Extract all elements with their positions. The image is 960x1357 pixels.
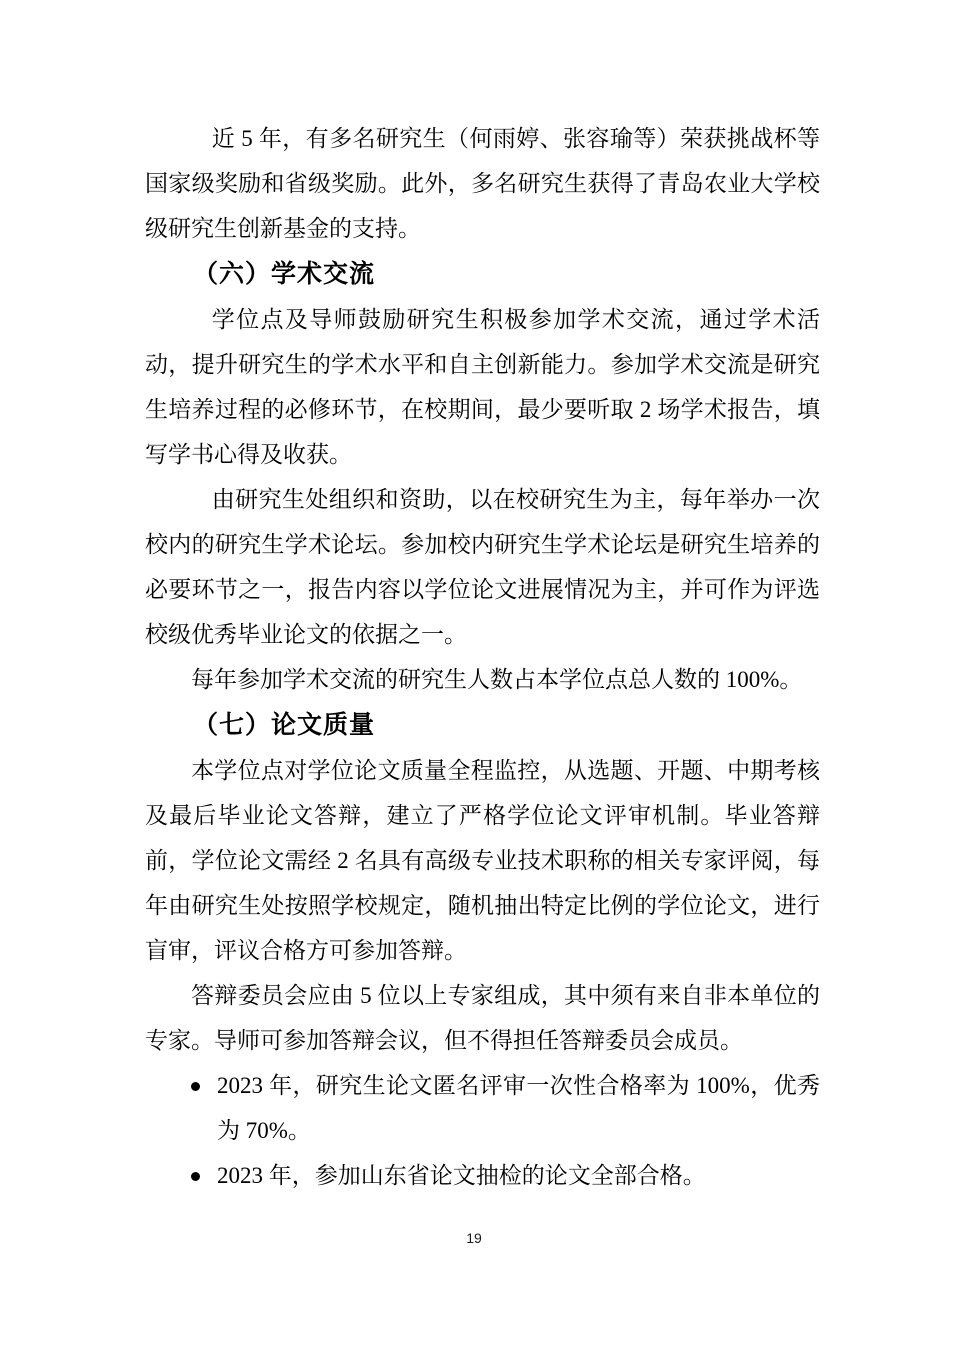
bullet-icon — [191, 1082, 200, 1091]
section-heading-academic-exchange: （六）学术交流 — [193, 260, 376, 288]
paragraph-exchange-intro: 学位点及导师鼓励研究生积极参加学术交流，通过学术活动，提升研究生的学术水平和自主创新能力。参加学术交流是研究生培养过程的必修环节，在校期间，最少要听取 2 场学术报告，填写学书心得及收获。 — [145, 307, 820, 467]
paragraph-awards: 近 5 年，有多名研究生（何雨婷、张容瑜等）荣获挑战杯等国家级奖励和省级奖励。此外，多名研究生获得了青岛农业大学校级研究生创新基金的支持。 — [145, 126, 820, 241]
document-body — [145, 116, 820, 1198]
section-heading-thesis-quality: （七）论文质量 — [193, 711, 376, 739]
paragraph-forum: 由研究生处组织和资助，以在校研究生为主，每年举办一次校内的研究生学术论坛。参加校内研究生学术论坛是研究生培养的必要环节之一，报告内容以学位论文进展情况为主，并可作为评选校级优秀毕业论文的依据之一。 — [145, 487, 820, 647]
bullet-text: 2023 年，研究生论文匿名评审一次性合格率为 100%，优秀为 70%。 — [217, 1073, 820, 1143]
bullet-list — [145, 1063, 820, 1198]
bullet-icon — [191, 1172, 200, 1181]
paragraph-quality-control: 本学位点对学位论文质量全程监控，从选题、开题、中期考核及最后毕业论文答辩，建立了严格学位论文评审机制。毕业答辩前，学位论文需经 2 名具有高级专业技术职称的相关专家评阅，每年由研究生处按照学校规定，随机抽出特定比例的学位论文，进行盲审，评议合格方可参加答辩。 — [145, 758, 820, 963]
bullet-text: 2023 年，参加山东省论文抽检的论文全部合格。 — [217, 1163, 706, 1188]
paragraph-defense-committee: 答辩委员会应由 5 位以上专家组成，其中须有来自非本单位的专家。导师可参加答辩会议，但不得担任答辩委员会成员。 — [145, 983, 820, 1053]
paragraph-participation-rate: 每年参加学术交流的研究生人数占本学位点总人数的 100%。 — [191, 667, 803, 692]
bullet-item — [145, 1153, 820, 1198]
page-number: 19 — [466, 1230, 482, 1246]
bullet-item — [145, 1063, 820, 1153]
